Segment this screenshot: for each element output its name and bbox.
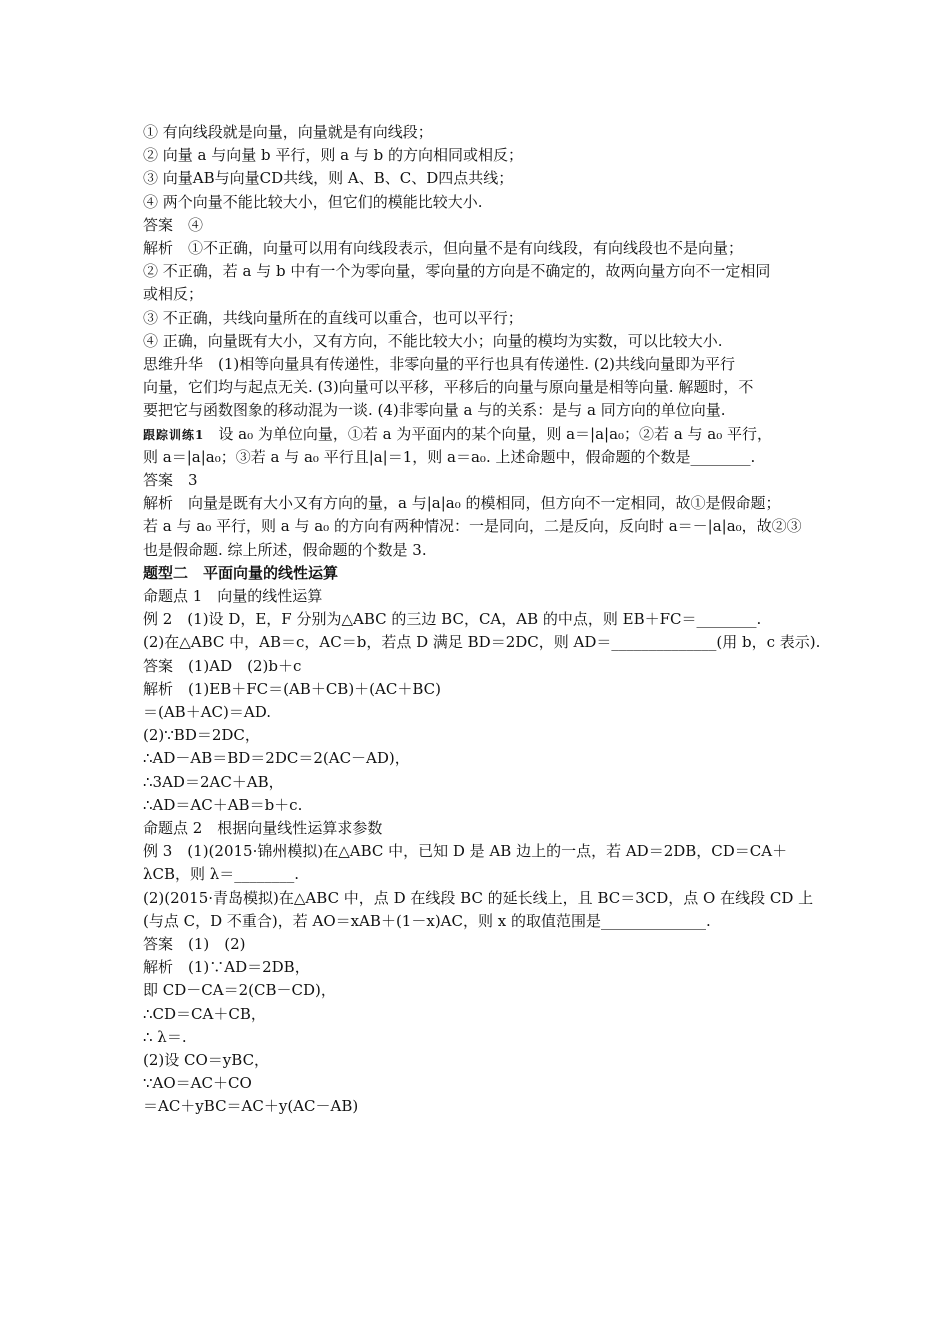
line-text: 或相反； [143,285,204,304]
text-line [143,469,833,491]
line-text: ＝AC＋yBC＝AC＋y(AC－AB) [143,1097,359,1116]
text-line [143,863,833,885]
text-line [143,446,833,468]
text-line [143,701,833,723]
line-text: ② 向量 a 与向量 b 平行，则 a 与 b 的方向相同或相反； [143,146,524,165]
text-line [143,283,833,305]
line-text: ④ 正确，向量既有大小，又有方向，不能比较大小；向量的模均为实数，可以比较大小. [143,331,723,350]
text-line [143,376,833,398]
line-text: 即 CD－CA＝2(CB－CD)， [143,981,336,1000]
line-text: 向量，它们均与起点无关. (3)向量可以平移，平移后的向量与原向量是相等向量. 解题时，不 [143,378,754,397]
text-line [143,747,833,769]
line-text: (2)∵BD＝2DC， [143,726,260,745]
text-line [143,678,833,700]
line-text: 解析 (1)EB＋FC＝(AB＋CB)＋(AC＋BC) [143,679,441,698]
text-line [143,1003,833,1025]
text-line [143,794,833,816]
text-line [143,840,833,862]
line-text: 设 a₀ 为单位向量，①若 a 为平面内的某个向量，则 a＝|a|a₀；②若 a 与 a₀ 平行， [218,424,773,443]
text-line [143,910,833,932]
text-line [143,423,833,445]
line-text: 答案 3 [143,471,198,489]
text-line [143,608,833,630]
line-text: 解析 ①不正确，向量可以用有向线段表示，但向量不是有向线段，有向线段也不是向量； [143,239,744,257]
text-line [143,1026,833,1048]
line-text: λCB，则 λ＝________. [143,865,300,884]
line-text: 也是假命题. 综上所述，假命题的个数是 3. [143,540,427,559]
line-text: (与点 C，D 不重合)，若 AO＝xAB＋(1－x)AC，则 x 的取值范围是______________. [143,911,711,930]
text-line [143,121,833,143]
line-text: 思维升华 (1)相等向量具有传递性，非零向量的平行也具有传递性. (2)共线向量即为平行 [143,355,736,373]
text-line [143,515,833,537]
line-text: 题型二 平面向量的线性运算 [143,563,339,582]
line-text: 例 2 (1)设 D，E，F 分别为△ABC 的三边 BC，CA，AB 的中点，则 EB＋FC＝________. [143,610,762,629]
text-line [143,353,833,375]
line-text: ∴AD＝AC＋AB＝b＋c. [143,795,303,814]
line-text: ① 有向线段就是向量，向量就是有向线段； [143,123,433,141]
line-text: 答案 (1)AD (2)b＋c [143,656,302,675]
text-line [143,1072,833,1094]
text-line [143,655,833,677]
text-line [143,539,833,561]
text-line [143,724,833,746]
line-text: ∴CD＝CA＋CB， [143,1004,266,1023]
line-text: 答案 (1) (2) [143,935,246,953]
practice-badge: 跟踪训练1 [143,427,205,442]
line-text: ＝(AB＋AC)＝AD. [143,703,271,721]
line-text: ③ 不正确，共线向量所在的直线可以重合，也可以平行； [143,308,523,327]
line-text: 答案 ④ [143,215,204,234]
text-line [143,492,833,514]
text-line [143,1049,833,1071]
text-line [143,307,833,329]
line-text: (2)在△ABC 中，AB＝c，AC＝b，若点 D 满足 BD＝2DC，则 AD＝______________(用 b，c 表示). [143,633,821,652]
line-text: ④ 两个向量不能比较大小，但它们的模能比较大小. [143,192,483,211]
text-line [143,887,833,909]
text-line [143,562,833,584]
text-line [143,771,833,793]
line-text: (2)(2015·青岛模拟)在△ABC 中，点 D 在线段 BC 的延长线上，且 BC＝3CD，点 O 在线段 CD 上 [143,888,814,907]
line-text: ∴ λ＝. [143,1027,187,1046]
line-text: ∴AD－AB＝BD＝2DC＝2(AC－AD)， [143,749,410,768]
text-line [143,399,833,421]
text-line [143,191,833,213]
text-line [143,817,833,839]
line-text: 命题点 2 根据向量线性运算求参数 [143,819,383,837]
text-line [143,585,833,607]
line-text: 若 a 与 a₀ 平行，则 a 与 a₀ 的方向有两种情况：一是同向，二是反向，反向时 a＝－|a|a₀，故②③ [143,517,802,536]
text-line [143,214,833,236]
text-line [143,167,833,189]
line-text: 则 a＝|a|a₀；③若 a 与 a₀ 平行且|a|＝1，则 a＝a₀. 上述命题中，假命题的个数是________. [143,447,756,466]
text-line [143,956,833,978]
line-text: (2)设 CO＝yBC， [143,1051,270,1069]
text-line [143,979,833,1001]
line-text: 解析 向量是既有大小又有方向的量，a 与|a|a₀ 的模相同，但方向不一定相同，故①是假命题； [143,494,781,513]
text-line [143,933,833,955]
text-line [143,1095,833,1117]
line-text: ∴3AD＝2AC＋AB， [143,772,284,791]
line-text: ∵AO＝AC＋CO [143,1074,252,1093]
line-text: 要把它与函数图象的移动混为一谈. (4)非零向量 a 与的关系：是与 a 同方向的单位向量. [143,401,726,420]
text-line [143,144,833,166]
line-text: ② 不正确，若 a 与 b 中有一个为零向量，零向量的方向是不确定的，故两向量方向不一定相同 [143,262,771,281]
line-text: ③ 向量AB与向量CD共线，则 A、B、C、D四点共线； [143,169,514,188]
text-line [143,631,833,653]
text-line [143,260,833,282]
line-text: 例 3 (1)(2015·锦州模拟)在△ABC 中，已知 D 是 AB 边上的一点，若 AD＝2DB，CD＝CA＋ [143,842,788,861]
text-line [143,330,833,352]
text-line [143,237,833,259]
line-text: 命题点 1 向量的线性运算 [143,587,323,605]
line-text: 解析 (1)∵AD＝2DB， [143,958,310,977]
